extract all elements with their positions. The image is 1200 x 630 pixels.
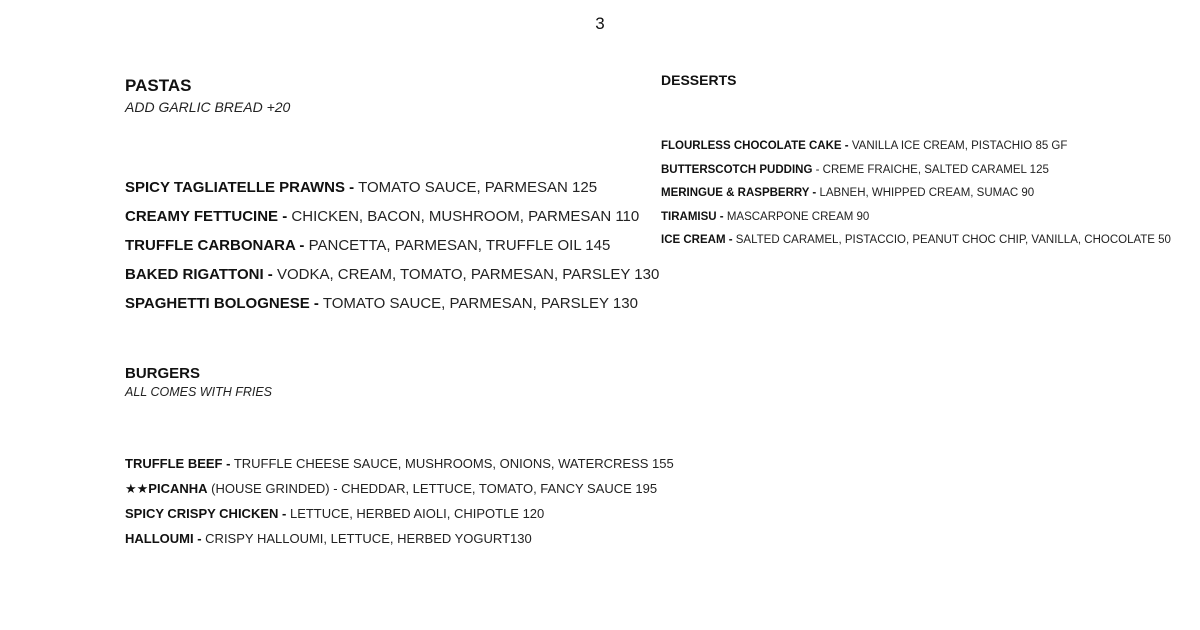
pastas-note: ADD GARLIC BREAD +20 [125,99,291,115]
item-description: SALTED CARAMEL, PISTACCIO, PEANUT CHOC CHIP, VANILLA, CHOCOLATE 50 [735,234,1171,246]
item-description: LETTUCE, HERBED AIOLI, CHIPOTLE 120 [289,506,545,521]
item-description: MASCARPONE CREAM 90 [726,210,870,223]
item-name: TRUFFLE BEEF - [125,456,231,471]
item-description: VODKA, CREAM, TOMATO, PARMESAN, PARSLEY 130 [276,266,660,283]
item-name: BAKED RIGATTONI - [125,266,273,283]
item-description: VANILLA ICE CREAM, PISTACHIO 85 GF [851,140,1068,152]
item-name: ★★PICANHA [125,481,208,496]
menu-item [125,231,645,260]
item-name: SPICY TAGLIATELLE PRAWNS - [125,179,355,196]
menu-item [125,260,660,289]
pastas-section [125,76,660,318]
pastas-list [125,173,660,318]
pastas-title: PASTAS [125,76,192,95]
menu-item [125,289,645,318]
item-description: CHICKEN, BACON, MUSHROOM, PARMESAN 110 [291,208,640,225]
item-description: - CREME FRAICHE, SALTED CARAMEL 125 [815,163,1049,176]
menu-item [125,202,645,231]
menu-item [661,229,1181,253]
burgers-section [125,365,674,551]
menu-item [125,526,645,551]
item-description: (HOUSE GRINDED) - CHEDDAR, LETTUCE, TOMATO, FANCY SAUCE 195 [211,481,658,496]
burgers-title: BURGERS [125,365,201,382]
menu-item [661,206,1181,230]
item-name: SPICY CRISPY CHICKEN - [125,506,287,521]
item-name: BUTTERSCOTCH PUDDING [661,163,813,176]
burgers-list [125,451,674,551]
desserts-title: DESSERTS [661,72,737,88]
item-name: TIRAMISU - [661,210,724,223]
item-description: TOMATO SAUCE, PARMESAN, PARSLEY 130 [322,295,638,312]
item-name: FLOURLESS CHOCOLATE CAKE - [661,140,849,152]
item-name: MERINGUE & RASPBERRY - [661,187,817,199]
menu-item [125,476,658,501]
item-name: CREAMY FETTUCINE - [125,208,288,225]
item-name: SPAGHETTI BOLOGNESE - [125,295,319,312]
item-name: ICE CREAM - [661,234,733,246]
item-description: CRISPY HALLOUMI, LETTUCE, HERBED YOGURT130 [205,531,532,546]
menu-item [661,182,1181,206]
menu-item [661,135,1181,159]
item-description: LABNEH, WHIPPED CREAM, SUMAC 90 [819,187,1035,199]
item-description: TRUFFLE CHEESE SAUCE, MUSHROOMS, ONIONS, WATERCRESS 155 [233,456,674,471]
page-number: 3 [595,14,605,33]
desserts-section [661,72,1181,253]
menu-item [125,451,674,476]
item-name: HALLOUMI - [125,531,202,546]
burgers-note: ALL COMES WITH FRIES [125,385,273,399]
desserts-list [661,135,1181,253]
menu-item [661,159,1181,183]
item-description: PANCETTA, PARMESAN, TRUFFLE OIL 145 [308,237,611,254]
item-description: TOMATO SAUCE, PARMESAN 125 [358,179,598,196]
menu-item [125,501,645,526]
menu-item [125,173,645,202]
item-name: TRUFFLE CARBONARA - [125,237,305,254]
